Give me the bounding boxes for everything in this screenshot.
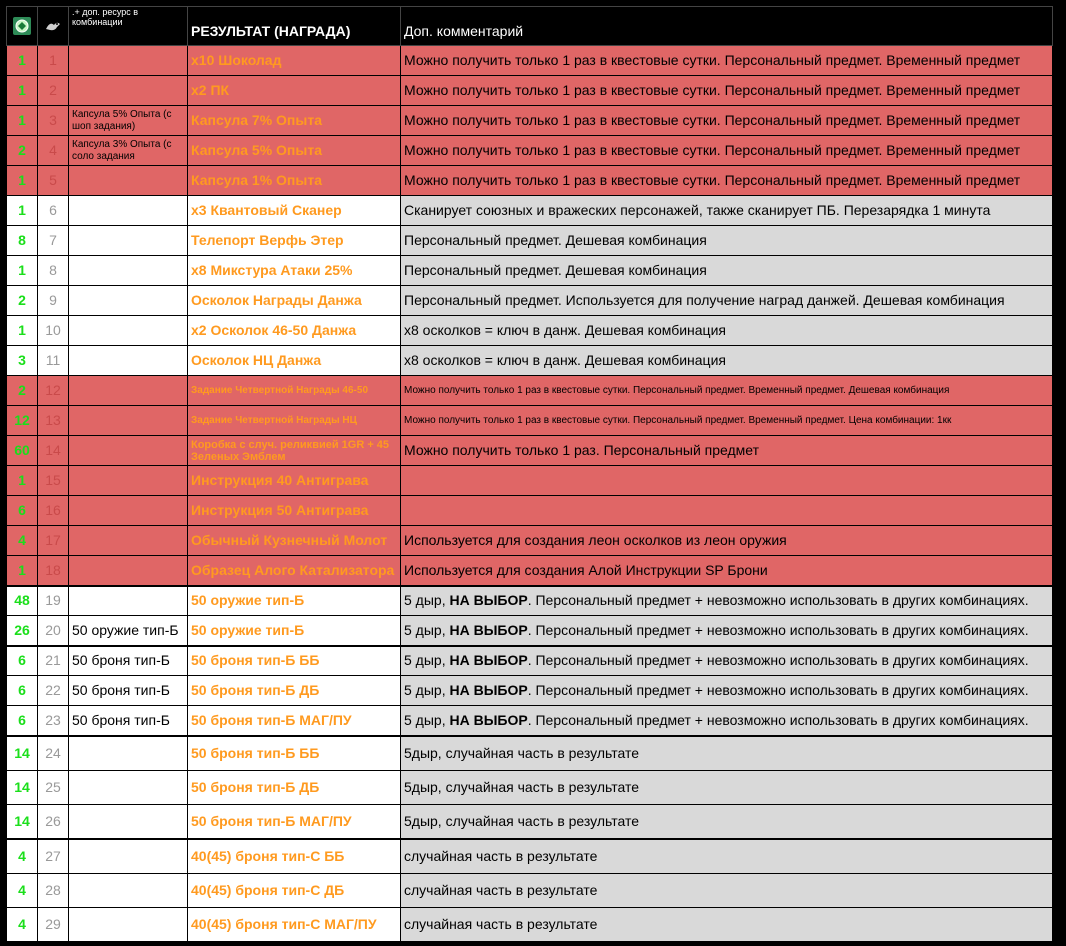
comment-cell: Можно получить только 1 раз в квестовые сутки. Персональный предмет. Временный предмет [401, 46, 1053, 76]
count-cell: 1 [7, 76, 38, 106]
comment-cell [401, 646, 1053, 676]
table-row [7, 676, 1053, 706]
extra-resource-cell [69, 466, 188, 496]
header-row [7, 7, 1053, 46]
comment-text: . Персональный предмет + невозможно использовать в других комбинациях. [527, 621, 1029, 638]
result-cell: 40(45) броня тип-С МАГ/ПУ [188, 908, 401, 942]
table-row [7, 874, 1053, 908]
table-row [7, 376, 1053, 406]
result-cell: Обычный Кузнечный Молот [188, 526, 401, 556]
extra-resource-cell: 50 оружие тип-Б [69, 616, 188, 646]
result-cell: Коробка с случ. реликвией 1GR + 45 Зеленых Эмблем [188, 436, 401, 466]
table-row [7, 256, 1053, 286]
result-cell: Задание Четвертной Награды НЦ [188, 406, 401, 436]
table-row [7, 839, 1053, 874]
row-number-cell: 17 [38, 526, 69, 556]
table-row [7, 496, 1053, 526]
comment-text: 5 дыр, [404, 682, 450, 698]
result-cell: х3 Квантовый Сканер [188, 196, 401, 226]
count-cell: 6 [7, 496, 38, 526]
comment-text: . Персональный предмет + невозможно использовать в других комбинациях. [527, 682, 1029, 698]
comment-cell: Персональный предмет. Дешевая комбинация [401, 256, 1053, 286]
comment-cell: Можно получить только 1 раз в квестовые сутки. Персональный предмет. Временный предмет. Дешевая комбинация [401, 376, 1053, 406]
comment-cell: Можно получить только 1 раз. Персональный предмет [401, 436, 1053, 466]
table-row [7, 316, 1053, 346]
comment-cell [401, 496, 1053, 526]
row-number-cell: 13 [38, 406, 69, 436]
comment-cell: х8 осколков = ключ в данж. Дешевая комбинация [401, 346, 1053, 376]
row-number-cell: 28 [38, 874, 69, 908]
row-number-cell: 19 [38, 586, 69, 616]
count-cell: 1 [7, 46, 38, 76]
extra-resource-cell [69, 46, 188, 76]
result-cell: х2 Осколок 46-50 Данжа [188, 316, 401, 346]
comment-text: . Персональный предмет + невозможно использовать в других комбинациях. [527, 652, 1029, 669]
count-cell: 1 [7, 316, 38, 346]
row-number-cell: 26 [38, 805, 69, 839]
row-number-cell: 20 [38, 616, 69, 646]
comment-cell [401, 616, 1053, 646]
comment-bold: НА ВЫБОР [449, 682, 528, 698]
result-cell: 50 броня тип-Б МАГ/ПУ [188, 805, 401, 839]
extra-resource-cell [69, 908, 188, 942]
extra-resource-cell [69, 286, 188, 316]
result-cell: Капсула 1% Опыта [188, 166, 401, 196]
result-cell: 50 броня тип-Б МАГ/ПУ [188, 706, 401, 736]
result-cell: 40(45) броня тип-С ББ [188, 839, 401, 874]
result-header: РЕЗУЛЬТАТ (НАГРАДА) [188, 7, 401, 46]
comment-cell: Используется для создания леон осколков из леон оружия [401, 526, 1053, 556]
comment-cell [401, 466, 1053, 496]
count-cell: 4 [7, 526, 38, 556]
count-cell: 1 [7, 166, 38, 196]
extra-resource-header: .+ доп. ресурс в комбинации [69, 7, 188, 46]
count-cell: 2 [7, 376, 38, 406]
table-row [7, 196, 1053, 226]
count-cell: 1 [7, 196, 38, 226]
comment-text: 5 дыр, [404, 711, 450, 728]
count-cell: 48 [7, 586, 38, 616]
row-number-cell: 9 [38, 286, 69, 316]
extra-resource-cell: Капсула 3% Опыта (с соло задания [69, 136, 188, 166]
extra-resource-cell: Капсула 5% Опыта (с шоп задания) [69, 106, 188, 136]
count-cell: 26 [7, 616, 38, 646]
extra-resource-cell [69, 406, 188, 436]
row-number-cell: 6 [38, 196, 69, 226]
comment-bold: НА ВЫБОР [449, 652, 528, 669]
row-number-cell: 2 [38, 76, 69, 106]
count-cell: 4 [7, 874, 38, 908]
comment-cell: Можно получить только 1 раз в квестовые сутки. Персональный предмет. Временный предмет [401, 76, 1053, 106]
count-cell: 2 [7, 136, 38, 166]
extra-resource-cell: 50 броня тип-Б [69, 676, 188, 706]
green-gem-icon [7, 7, 38, 46]
row-number-cell: 29 [38, 908, 69, 942]
table-row [7, 616, 1053, 646]
count-cell: 14 [7, 736, 38, 771]
table-row [7, 526, 1053, 556]
extra-resource-cell: 50 броня тип-Б [69, 706, 188, 736]
table-row [7, 556, 1053, 586]
extra-resource-cell [69, 196, 188, 226]
table-row [7, 586, 1053, 616]
comment-cell: случайная часть в результате [401, 908, 1053, 942]
extra-resource-cell [69, 496, 188, 526]
table-row [7, 736, 1053, 771]
extra-resource-cell: 50 броня тип-Б [69, 646, 188, 676]
table-row [7, 166, 1053, 196]
extra-resource-cell [69, 436, 188, 466]
table-row [7, 346, 1053, 376]
extra-resource-cell [69, 376, 188, 406]
row-number-cell: 7 [38, 226, 69, 256]
extra-resource-cell [69, 526, 188, 556]
result-cell: 50 броня тип-Б ББ [188, 646, 401, 676]
row-number-cell: 22 [38, 676, 69, 706]
comment-cell: 5дыр, случайная часть в результате [401, 771, 1053, 805]
result-cell: х2 ПК [188, 76, 401, 106]
extra-resource-cell [69, 771, 188, 805]
comment-bold: НА ВЫБОР [449, 621, 528, 638]
comment-cell: Можно получить только 1 раз в квестовые сутки. Персональный предмет. Временный предмет. Цена комбинации: 1кк [401, 406, 1053, 436]
result-cell: Телепорт Верфь Этер [188, 226, 401, 256]
count-cell: 14 [7, 771, 38, 805]
reward-table [6, 6, 1053, 942]
comment-header: Доп. комментарий [401, 7, 1053, 46]
count-cell: 6 [7, 706, 38, 736]
extra-resource-cell [69, 346, 188, 376]
row-number-cell: 10 [38, 316, 69, 346]
result-cell: 50 броня тип-Б ББ [188, 736, 401, 771]
comment-cell: 5дыр, случайная часть в результате [401, 736, 1053, 771]
comment-cell [401, 586, 1053, 616]
comment-text: . Персональный предмет + невозможно использовать в других комбинациях. [527, 711, 1029, 728]
row-number-cell: 3 [38, 106, 69, 136]
table-row [7, 76, 1053, 106]
comment-cell: Персональный предмет. Используется для получение наград данжей. Дешевая комбинация [401, 286, 1053, 316]
extra-resource-cell [69, 76, 188, 106]
table-row [7, 706, 1053, 736]
result-cell: 50 броня тип-Б ДБ [188, 771, 401, 805]
row-number-cell: 24 [38, 736, 69, 771]
count-cell: 1 [7, 256, 38, 286]
row-number-cell: 4 [38, 136, 69, 166]
extra-resource-cell [69, 226, 188, 256]
dragon-icon [38, 7, 69, 46]
result-cell: Инструкция 40 Антиграва [188, 466, 401, 496]
row-number-cell: 12 [38, 376, 69, 406]
extra-resource-cell [69, 586, 188, 616]
count-cell: 12 [7, 406, 38, 436]
result-cell: Капсула 5% Опыта [188, 136, 401, 166]
count-cell: 6 [7, 676, 38, 706]
table-row [7, 771, 1053, 805]
result-cell: 50 оружие тип-Б [188, 586, 401, 616]
row-number-cell: 15 [38, 466, 69, 496]
comment-cell: Можно получить только 1 раз в квестовые сутки. Персональный предмет. Временный предмет [401, 106, 1053, 136]
count-cell: 2 [7, 286, 38, 316]
table-row [7, 646, 1053, 676]
result-cell: Образец Алого Катализатора [188, 556, 401, 586]
result-cell: 50 оружие тип-Б [188, 616, 401, 646]
row-number-cell: 27 [38, 839, 69, 874]
extra-resource-cell [69, 316, 188, 346]
table-row [7, 805, 1053, 839]
comment-cell: х8 осколков = ключ в данж. Дешевая комбинация [401, 316, 1053, 346]
comment-cell: случайная часть в результате [401, 839, 1053, 874]
comment-cell: 5дыр, случайная часть в результате [401, 805, 1053, 839]
result-cell: Задание Четвертной Награды 46-50 [188, 376, 401, 406]
table-row [7, 106, 1053, 136]
count-cell: 6 [7, 646, 38, 676]
count-cell: 1 [7, 106, 38, 136]
comment-cell: Сканирует союзных и вражеских персонажей, также сканирует ПБ. Перезарядка 1 минута [401, 196, 1053, 226]
table-row [7, 136, 1053, 166]
extra-resource-cell [69, 166, 188, 196]
table-row [7, 286, 1053, 316]
comment-text: 5 дыр, [404, 621, 450, 638]
result-cell: Осколок Награды Данжа [188, 286, 401, 316]
row-number-cell: 18 [38, 556, 69, 586]
table-row [7, 436, 1053, 466]
count-cell: 8 [7, 226, 38, 256]
comment-cell: Можно получить только 1 раз в квестовые сутки. Персональный предмет. Временный предмет [401, 136, 1053, 166]
count-cell: 14 [7, 805, 38, 839]
comment-text: 5 дыр, [404, 592, 450, 609]
row-number-cell: 23 [38, 706, 69, 736]
count-cell: 3 [7, 346, 38, 376]
row-number-cell: 8 [38, 256, 69, 286]
comment-text: . Персональный предмет + невозможно использовать в других комбинациях. [527, 592, 1029, 609]
comment-cell: Используется для создания Алой Инструкции SP Брони [401, 556, 1053, 586]
count-cell: 1 [7, 556, 38, 586]
row-number-cell: 16 [38, 496, 69, 526]
comment-text: 5 дыр, [404, 652, 450, 669]
extra-resource-cell [69, 874, 188, 908]
extra-resource-cell [69, 256, 188, 286]
result-cell: 40(45) броня тип-С ДБ [188, 874, 401, 908]
extra-resource-cell [69, 839, 188, 874]
row-number-cell: 1 [38, 46, 69, 76]
row-number-cell: 14 [38, 436, 69, 466]
result-cell: Инструкция 50 Антиграва [188, 496, 401, 526]
result-cell: х8 Микстура Атаки 25% [188, 256, 401, 286]
row-number-cell: 5 [38, 166, 69, 196]
table-row [7, 466, 1053, 496]
comment-bold: НА ВЫБОР [449, 711, 528, 728]
extra-resource-cell [69, 556, 188, 586]
table-row [7, 908, 1053, 942]
result-cell: 50 броня тип-Б ДБ [188, 676, 401, 706]
comment-cell [401, 676, 1053, 706]
result-cell: Осколок НЦ Данжа [188, 346, 401, 376]
result-cell: Капсула 7% Опыта [188, 106, 401, 136]
table-row [7, 226, 1053, 256]
count-cell: 1 [7, 466, 38, 496]
extra-resource-cell [69, 805, 188, 839]
table-row [7, 46, 1053, 76]
comment-bold: НА ВЫБОР [449, 592, 528, 609]
row-number-cell: 11 [38, 346, 69, 376]
comment-cell [401, 706, 1053, 736]
comment-cell: Можно получить только 1 раз в квестовые сутки. Персональный предмет. Временный предмет [401, 166, 1053, 196]
row-number-cell: 25 [38, 771, 69, 805]
comment-cell: Персональный предмет. Дешевая комбинация [401, 226, 1053, 256]
count-cell: 4 [7, 908, 38, 942]
result-cell: х10 Шоколад [188, 46, 401, 76]
count-cell: 4 [7, 839, 38, 874]
row-number-cell: 21 [38, 646, 69, 676]
comment-cell: случайная часть в результате [401, 874, 1053, 908]
table-row [7, 406, 1053, 436]
extra-resource-cell [69, 736, 188, 771]
count-cell: 60 [7, 436, 38, 466]
